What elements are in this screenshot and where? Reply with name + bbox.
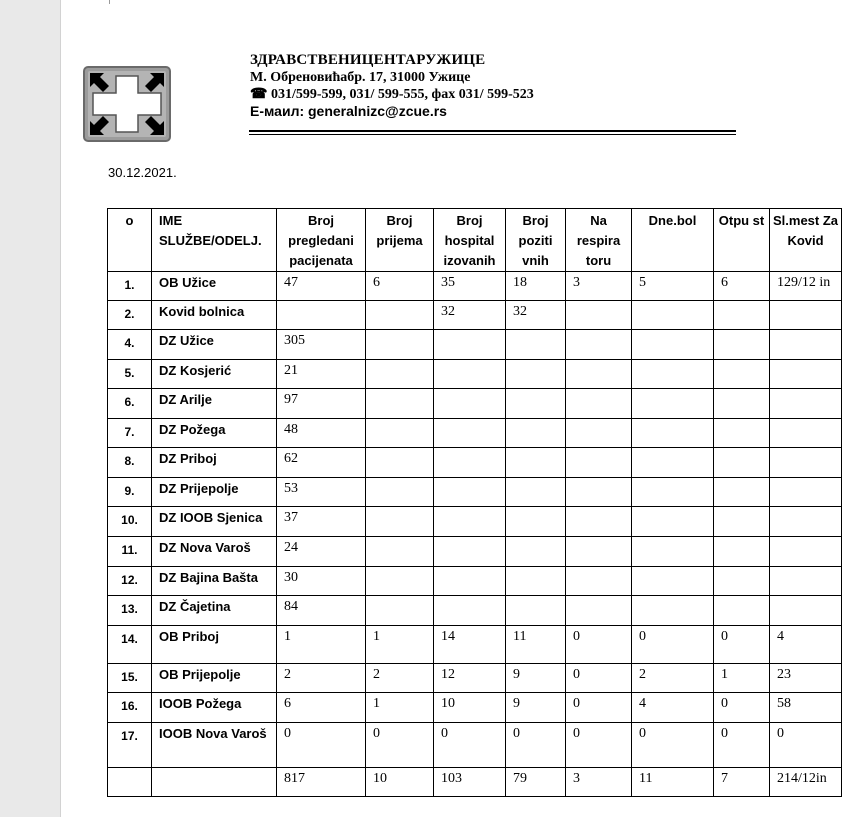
table-cell — [366, 567, 434, 596]
table-cell — [434, 567, 506, 596]
table-cell — [714, 448, 770, 478]
table-cell — [632, 596, 714, 626]
table-cell: 0 — [566, 693, 632, 723]
letterhead — [250, 52, 770, 120]
row-number: 16. — [108, 693, 152, 723]
table-header-row — [108, 209, 842, 272]
table-cell: 2 — [632, 664, 714, 693]
row-number: 17. — [108, 723, 152, 768]
table-cell — [434, 478, 506, 507]
column-header: o — [108, 209, 152, 272]
table-cell: 214/12in — [770, 768, 842, 797]
table-cell: 3 — [566, 768, 632, 797]
table-row — [108, 664, 842, 693]
table-row — [108, 723, 842, 768]
table-cell: 3 — [566, 272, 632, 301]
table-row — [108, 507, 842, 537]
table-cell: 4 — [770, 626, 842, 664]
table-row — [108, 272, 842, 301]
department-name: DZ Prijepolje — [152, 478, 277, 507]
table-row — [108, 419, 842, 448]
table-row — [108, 301, 842, 330]
table-cell: 97 — [277, 389, 366, 419]
table-cell — [714, 507, 770, 537]
department-name: OB Prijepolje — [152, 664, 277, 693]
table-row — [108, 360, 842, 389]
table-cell — [366, 419, 434, 448]
row-number: 12. — [108, 567, 152, 596]
table-cell: 35 — [434, 272, 506, 301]
table-cell — [366, 537, 434, 567]
column-header: Otpu st — [714, 209, 770, 272]
table-cell: 0 — [714, 693, 770, 723]
table-cell — [714, 301, 770, 330]
table-cell: 9 — [506, 664, 566, 693]
column-header: Sl.mest Za Kovid — [770, 209, 842, 272]
table-row — [108, 596, 842, 626]
table-cell: 7 — [714, 768, 770, 797]
table-cell — [770, 596, 842, 626]
table-cell — [770, 330, 842, 360]
table-cell — [770, 389, 842, 419]
table-row — [108, 330, 842, 360]
table-cell: 9 — [506, 693, 566, 723]
table-cell — [434, 596, 506, 626]
row-number: 10. — [108, 507, 152, 537]
table-cell — [770, 448, 842, 478]
table-cell — [506, 507, 566, 537]
department-name — [152, 768, 277, 797]
table-cell: 48 — [277, 419, 366, 448]
table-cell — [566, 448, 632, 478]
row-number: 5. — [108, 360, 152, 389]
table-cell: 103 — [434, 768, 506, 797]
health-center-logo — [83, 66, 171, 142]
organization-name: ЗДРАВСТВЕНИЦЕНТАРУЖИЦЕ — [250, 52, 486, 68]
table-cell — [714, 330, 770, 360]
table-cell — [506, 567, 566, 596]
table-cell: 0 — [434, 723, 506, 768]
phone-numbers: 031/599-599, 031/ 599-555, фах 031/ 599-523 — [270, 87, 534, 102]
table-cell: 32 — [434, 301, 506, 330]
document-page — [60, 0, 867, 817]
row-number: 6. — [108, 389, 152, 419]
table-cell — [566, 389, 632, 419]
table-cell — [714, 478, 770, 507]
table-cell: 0 — [506, 723, 566, 768]
row-number: 9. — [108, 478, 152, 507]
table-cell: 0 — [566, 723, 632, 768]
table-cell: 23 — [770, 664, 842, 693]
table-cell — [632, 567, 714, 596]
telephone-icon: ☎ — [250, 87, 271, 102]
phone-line — [250, 86, 770, 103]
row-number: 8. — [108, 448, 152, 478]
table-cell: 6 — [366, 272, 434, 301]
table-cell — [770, 537, 842, 567]
table-cell — [714, 567, 770, 596]
department-name: DZ Požega — [152, 419, 277, 448]
table-row — [108, 448, 842, 478]
table-cell — [277, 301, 366, 330]
table-cell — [506, 330, 566, 360]
row-number: 11. — [108, 537, 152, 567]
department-name: DZ Arilje — [152, 389, 277, 419]
department-name: OB Priboj — [152, 626, 277, 664]
total-row — [108, 768, 842, 797]
table-cell — [632, 507, 714, 537]
table-cell — [506, 419, 566, 448]
table-cell — [434, 507, 506, 537]
table-cell — [434, 419, 506, 448]
table-cell: 6 — [277, 693, 366, 723]
department-name: DZ Priboj — [152, 448, 277, 478]
table-cell: 5 — [632, 272, 714, 301]
table-cell — [566, 478, 632, 507]
table-cell — [714, 596, 770, 626]
report-date: 30.12.2021. — [108, 165, 177, 180]
table-cell: 84 — [277, 596, 366, 626]
department-name: IOOB Požega — [152, 693, 277, 723]
table-row — [108, 537, 842, 567]
table-cell: 37 — [277, 507, 366, 537]
table-cell — [770, 507, 842, 537]
header-rule-thick — [249, 130, 736, 132]
table-cell: 79 — [506, 768, 566, 797]
table-cell — [714, 419, 770, 448]
row-number: 2. — [108, 301, 152, 330]
table-cell — [632, 330, 714, 360]
row-number — [108, 768, 152, 797]
table-cell: 30 — [277, 567, 366, 596]
table-cell — [632, 360, 714, 389]
table-cell — [566, 596, 632, 626]
table-cell — [366, 301, 434, 330]
table-cell: 11 — [506, 626, 566, 664]
table-cell — [506, 389, 566, 419]
table-cell: 0 — [632, 723, 714, 768]
table-cell — [366, 478, 434, 507]
table-cell — [434, 360, 506, 389]
margin-mark — [109, 0, 110, 4]
table-cell: 58 — [770, 693, 842, 723]
column-header: Broj poziti vnih — [506, 209, 566, 272]
table-cell — [770, 301, 842, 330]
table-cell: 4 — [632, 693, 714, 723]
table-cell — [366, 507, 434, 537]
table-cell: 1 — [714, 664, 770, 693]
table-cell: 6 — [714, 272, 770, 301]
table-cell — [434, 448, 506, 478]
table-cell — [434, 537, 506, 567]
table-cell — [506, 596, 566, 626]
department-name: IOOB Nova Varoš — [152, 723, 277, 768]
table-cell — [506, 448, 566, 478]
table-cell: 47 — [277, 272, 366, 301]
table-cell: 21 — [277, 360, 366, 389]
table-cell — [714, 537, 770, 567]
table-cell: 18 — [506, 272, 566, 301]
report-table — [107, 208, 842, 797]
table-cell: 10 — [366, 768, 434, 797]
row-number: 13. — [108, 596, 152, 626]
department-name: DZ Nova Varoš — [152, 537, 277, 567]
department-name: Kovid bolnica — [152, 301, 277, 330]
column-header: Na respira toru — [566, 209, 632, 272]
table-cell — [366, 448, 434, 478]
table-cell — [366, 596, 434, 626]
table-cell — [366, 330, 434, 360]
table-cell: 0 — [714, 723, 770, 768]
department-name: DZ Čajetina — [152, 596, 277, 626]
table-row — [108, 693, 842, 723]
email-line: Е-маил: generalnizc@zcue.rs — [250, 103, 447, 119]
table-cell — [434, 330, 506, 360]
row-number: 7. — [108, 419, 152, 448]
table-cell — [566, 301, 632, 330]
table-cell: 0 — [632, 626, 714, 664]
table-cell — [506, 537, 566, 567]
department-name: DZ Kosjerić — [152, 360, 277, 389]
table-cell: 24 — [277, 537, 366, 567]
table-cell — [566, 330, 632, 360]
table-cell: 0 — [277, 723, 366, 768]
table-cell: 0 — [714, 626, 770, 664]
table-cell — [434, 389, 506, 419]
column-header: IME SLUŽBE/ODELJ. — [152, 209, 277, 272]
table-cell — [632, 478, 714, 507]
table-cell — [506, 478, 566, 507]
table-cell — [632, 448, 714, 478]
column-header: Broj prijema — [366, 209, 434, 272]
table-cell — [714, 389, 770, 419]
table-cell — [566, 567, 632, 596]
table-cell: 0 — [366, 723, 434, 768]
table-cell — [770, 567, 842, 596]
department-name: DZ IOOB Sjenica — [152, 507, 277, 537]
table-cell: 10 — [434, 693, 506, 723]
table-cell — [506, 360, 566, 389]
table-cell — [632, 537, 714, 567]
table-cell: 305 — [277, 330, 366, 360]
table-cell: 11 — [632, 768, 714, 797]
department-name: DZ Užice — [152, 330, 277, 360]
table-cell — [566, 360, 632, 389]
department-name: OB Užice — [152, 272, 277, 301]
table-cell: 53 — [277, 478, 366, 507]
row-number: 15. — [108, 664, 152, 693]
table-cell — [632, 301, 714, 330]
table-row — [108, 626, 842, 664]
table-cell: 817 — [277, 768, 366, 797]
table-cell: 1 — [366, 626, 434, 664]
table-row — [108, 567, 842, 596]
column-header: Broj hospital izovanih — [434, 209, 506, 272]
header-rule-thin — [249, 134, 736, 135]
table-cell: 12 — [434, 664, 506, 693]
table-cell: 0 — [566, 664, 632, 693]
row-number: 1. — [108, 272, 152, 301]
table-cell — [566, 537, 632, 567]
column-header: Dne.bol — [632, 209, 714, 272]
table-cell — [770, 360, 842, 389]
table-cell — [366, 360, 434, 389]
table-row — [108, 389, 842, 419]
table-cell: 0 — [770, 723, 842, 768]
table-cell: 14 — [434, 626, 506, 664]
table-cell — [366, 389, 434, 419]
table-cell — [632, 419, 714, 448]
table-cell — [714, 360, 770, 389]
department-name: DZ Bajina Bašta — [152, 567, 277, 596]
row-number: 14. — [108, 626, 152, 664]
table-cell: 1 — [366, 693, 434, 723]
table-row — [108, 478, 842, 507]
row-number: 4. — [108, 330, 152, 360]
column-header: Broj pregledani pacijenata — [277, 209, 366, 272]
table-cell — [632, 389, 714, 419]
table-cell: 0 — [566, 626, 632, 664]
address-line: М. Обреновићабр. 17, 31000 Ужице — [250, 70, 471, 85]
table-cell: 1 — [277, 626, 366, 664]
table-cell — [770, 419, 842, 448]
table-cell: 62 — [277, 448, 366, 478]
table-cell — [566, 419, 632, 448]
table-cell — [770, 478, 842, 507]
table-cell — [566, 507, 632, 537]
table-cell: 2 — [366, 664, 434, 693]
table-cell: 32 — [506, 301, 566, 330]
table-cell: 129/12 in — [770, 272, 842, 301]
table-cell: 2 — [277, 664, 366, 693]
